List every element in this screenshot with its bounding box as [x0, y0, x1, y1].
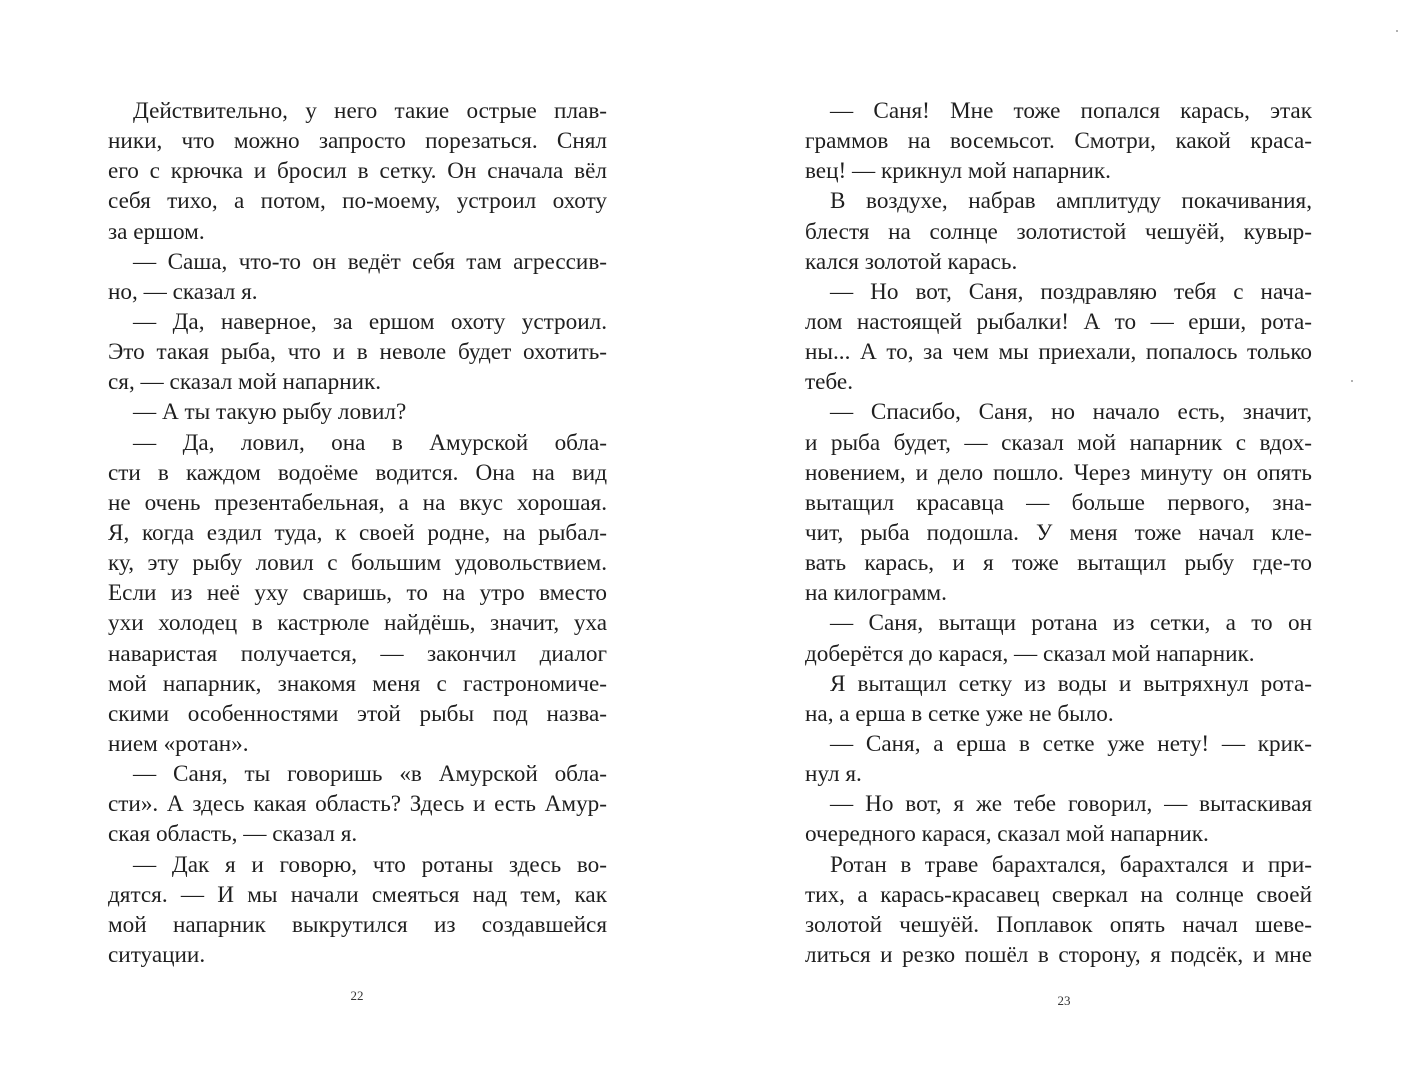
text-line: — Саня! Мне тоже попался карась, этак	[830, 98, 1312, 124]
right-page	[706, 0, 1413, 1080]
text-line: но, — сказал я.	[108, 278, 258, 305]
text-line: тебе.	[805, 369, 854, 396]
text-line: ны... А то, за чем мы приехали, попалось только	[805, 339, 1312, 366]
text-line: — Спасибо, Саня, но начало есть, значит,	[830, 399, 1312, 426]
speck-mark	[1351, 380, 1353, 382]
text-line: ухи холодец в кастрюле найдёшь, значит, уха	[108, 610, 607, 637]
text-line: себя тихо, а потом, по-моему, устроил охоту	[108, 188, 607, 215]
text-line: Это такая рыба, что и в неволе будет охотить-	[108, 339, 607, 366]
text-line: очередного карася, сказал мой напарник.	[805, 821, 1209, 848]
text-line: — Но вот, Саня, поздравляю тебя с нача-	[830, 278, 1312, 305]
text-line: на килограмм.	[805, 580, 947, 607]
right-page-text	[805, 96, 1312, 970]
left-page	[0, 0, 706, 1080]
text-line: нием «ротан».	[108, 730, 249, 757]
text-line: доберётся до карася, — сказал мой напарник.	[805, 640, 1255, 667]
speck-mark	[1396, 30, 1398, 32]
text-line: — Саня, а ерша в сетке уже нету! — крик-	[830, 730, 1312, 757]
text-line: за ершом.	[108, 218, 205, 245]
text-line: граммов на восемьсот. Смотри, какой краса-	[805, 128, 1312, 155]
text-line: вытащил красавца — больше первого, зна-	[805, 489, 1312, 516]
text-line: на, а ерша в сетке уже не было.	[805, 700, 1114, 727]
text-line: — Да, наверное, за ершом охоту устроил.	[133, 308, 607, 335]
text-line: Я, когда ездил туда, к своей родне, на рыбал-	[108, 519, 607, 546]
text-line: золотой чешуёй. Поплавок опять начал шеве-	[805, 911, 1312, 938]
text-line: Я вытащил сетку из воды и вытряхнул рота-	[830, 670, 1312, 697]
left-page-number: 22	[350, 988, 364, 1003]
text-line: мой напарник выкрутился из создавшейся	[108, 911, 607, 938]
text-line: блестя на солнце золотистой чешуёй, кувыр-	[805, 218, 1312, 245]
text-line: В воздухе, набрав амплитуду покачивания,	[830, 188, 1312, 215]
text-line: — Саня, вытащи ротана из сетки, а то он	[830, 610, 1312, 637]
text-line: лом настоящей рыбалки! А то — ерши, рота-	[805, 308, 1312, 335]
text-line: вец! — крикнул мой напарник.	[805, 158, 1111, 185]
text-line: ку, эту рыбу ловил с большим удовольствием.	[108, 550, 607, 577]
text-line: не очень презентабельная, а на вкус хорошая.	[108, 489, 607, 516]
text-line: скими особенностями этой рыбы под назва-	[108, 700, 607, 727]
text-line: Если из неё уху сваришь, то на утро вместо	[108, 580, 607, 607]
text-line: мой напарник, знакомя меня с гастрономиче-	[108, 670, 607, 697]
text-line: ская область, — сказал я.	[108, 821, 358, 848]
text-line: и рыба будет, — сказал мой напарник с вдох-	[805, 429, 1312, 456]
text-line: тих, а карась-красавец сверкал на солнце своей	[805, 881, 1312, 908]
text-line: — Дак я и говорю, что ротаны здесь во-	[133, 851, 607, 878]
text-line: Ротан в траве барахтался, барахтался и при-	[830, 851, 1312, 878]
text-line: Действительно, у него такие острые плав-	[133, 98, 607, 124]
text-line: наваристая получается, — закончил диалог	[108, 640, 607, 667]
text-line: кался золотой карась.	[805, 248, 1018, 275]
text-line: сти». А здесь какая область? Здесь и есть Амур-	[108, 791, 607, 818]
text-line: — А ты такую рыбу ловил?	[133, 399, 407, 426]
text-line: новением, и дело пошло. Через минуту он опять	[805, 459, 1312, 486]
text-line: литься и резко пошёл в сторону, я подсёк, и мне	[805, 941, 1312, 968]
text-line: чит, рыба подошла. У меня тоже начал кле-	[805, 519, 1312, 546]
text-line: дятся. — И мы начали смеяться над тем, как	[108, 881, 607, 908]
text-line: вать карась, и я тоже вытащил рыбу где-то	[805, 550, 1312, 577]
text-line: нул я.	[805, 761, 862, 788]
text-line: ники, что можно запросто порезаться. Снял	[108, 128, 607, 155]
text-line: ситуации.	[108, 941, 206, 968]
text-line: — Да, ловил, она в Амурской обла-	[133, 429, 607, 456]
left-page-text	[108, 96, 607, 970]
text-line: его с крючка и бросил в сетку. Он сначала вёл	[108, 158, 607, 185]
text-line: сти в каждом водоёме водится. Она на вид	[108, 459, 607, 486]
text-line: — Саня, ты говоришь «в Амурской обла-	[133, 761, 607, 788]
text-line: ся, — сказал мой напарник.	[108, 369, 382, 396]
text-line: — Саша, что-то он ведёт себя там агрессив-	[133, 248, 607, 275]
right-page-number: 23	[1057, 993, 1071, 1008]
text-line: — Но вот, я же тебе говорил, — вытаскивая	[830, 791, 1312, 818]
